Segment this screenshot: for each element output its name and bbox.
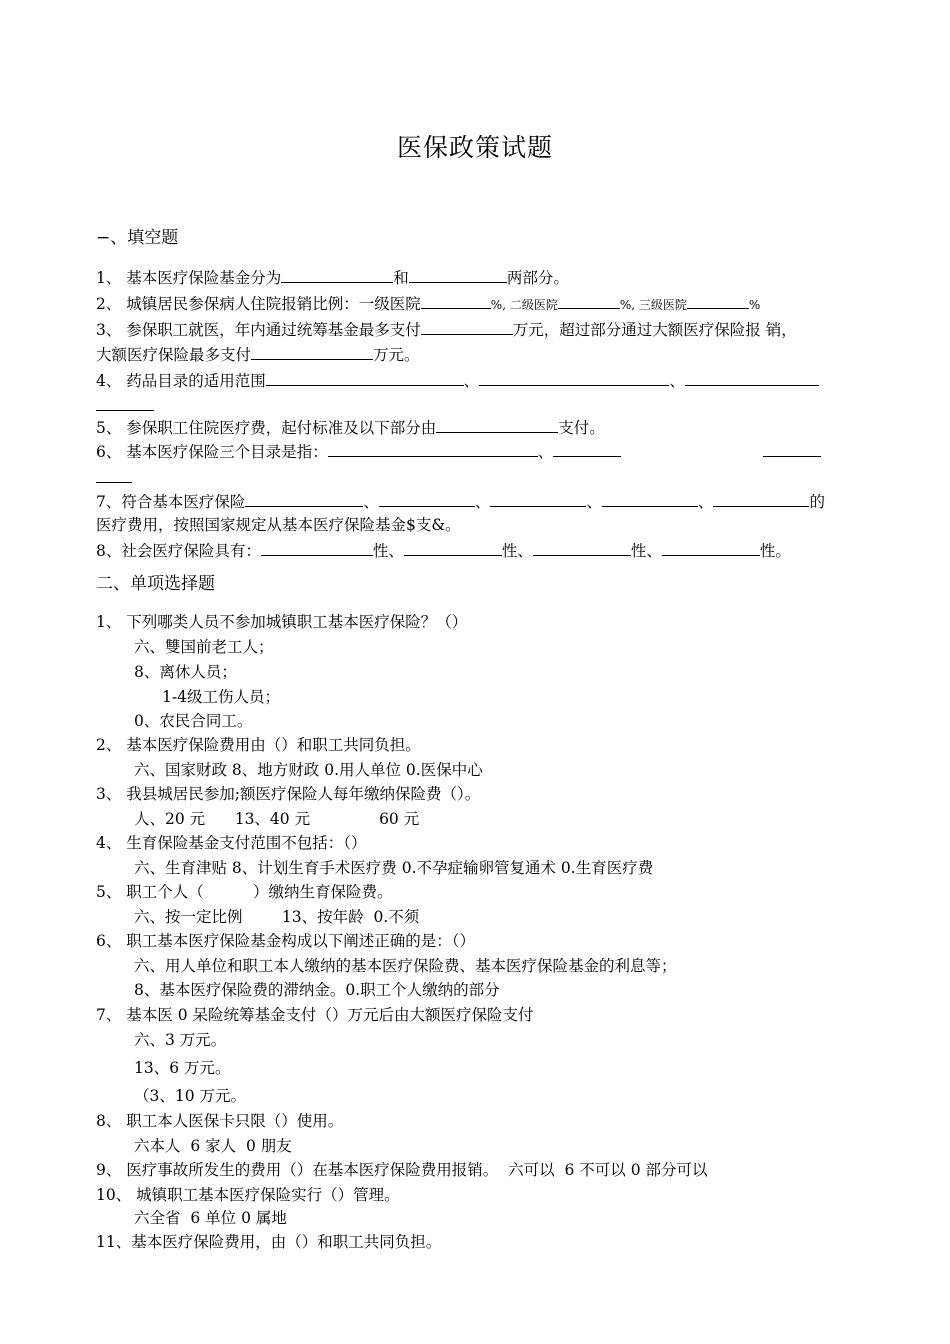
question-8: 8、社会医疗保险具有： 性、 性、 性、 性。 <box>96 539 791 561</box>
question-5: 5、 参保职工住院医疗费，起付标准及以下部分由 支付。 <box>96 416 605 438</box>
answer-blank <box>763 440 821 457</box>
choice-option: 六、用人单位和职工本人缴纳的基本医疗保险费、基本医疗保险基金的利息等； <box>134 957 677 975</box>
choice-option: 0、农民合同工。 <box>134 712 253 730</box>
question-3: 3、 参保职工就医，年内通过统筹基金最多支付 万元，超过部分通过大额医疗保险报 销， <box>96 318 797 340</box>
choice-question: 9、 医疗事故所发生的费用（）在基本医疗保险费用报销。 六可以 6 不可以 0 部分可以 <box>96 1161 708 1179</box>
choice-option: 8、离休人员； <box>134 663 237 681</box>
choice-question: 1、 下列哪类人员不参加城镇职工基本医疗保险？（） <box>96 613 468 631</box>
choice-question: 6、 职工基本医疗保险基金构成以下阐述正确的是：（） <box>96 932 476 950</box>
answer-blank <box>436 416 558 433</box>
answer-blank <box>96 466 132 483</box>
answer-blank <box>261 539 373 556</box>
choice-options: 六本人 6 家人 0 朋友 <box>134 1137 292 1155</box>
answer-blank <box>245 490 363 507</box>
answer-blank <box>558 292 620 309</box>
choice-option: 13、6 万元。 <box>134 1059 231 1077</box>
answer-blank <box>602 490 698 507</box>
choice-question: 11、基本医疗保险费用，由（）和职工共同负担。 <box>96 1233 442 1251</box>
answer-blank <box>421 318 513 335</box>
answer-blank <box>687 292 749 309</box>
choice-options: 六、国家财政 8、地方财政 0.用人单位 0.医保中心 <box>134 761 483 779</box>
choice-question: 2、 基本医疗保险费用由（）和职工共同负担。 <box>96 736 421 754</box>
question-4-line-2 <box>96 394 154 416</box>
answer-blank <box>713 490 809 507</box>
choice-options: 六、生育津贴 8、计划生育手术医疗费 0.不孕症输卵管复通术 0.生育医疗费 <box>134 859 654 877</box>
answer-blank <box>662 539 760 556</box>
answer-blank <box>281 266 393 283</box>
answer-blank <box>404 539 502 556</box>
choice-options: 六、按一定比例 13、按年龄 0.不须 <box>134 908 420 926</box>
choice-options: 人、20 元 13、40 元 60 元 <box>134 810 420 828</box>
answer-blank <box>266 369 464 386</box>
answer-blank <box>553 440 621 457</box>
question-4: 4、 药品目录的适用范围 、 、 <box>96 369 819 391</box>
choice-option: 1-4级工伤人员； <box>162 688 280 706</box>
answer-blank <box>409 266 507 283</box>
answer-blank <box>533 539 631 556</box>
choice-question: 3、 我县城居民参加;额医疗保险人每年缴纳保险费（）。 <box>96 785 481 803</box>
page-title: 医保政策试题 <box>396 133 553 162</box>
answer-blank <box>490 490 586 507</box>
question-1: 1、 基本医疗保险基金分为 和 两部分。 <box>96 266 569 288</box>
choice-options: 六全省 6 单位 0 属地 <box>134 1209 287 1227</box>
question-2: 2、 城镇居民参保病人住院报销比例：一级医院 %, 二级医院 %, 三级医院 % <box>96 292 760 315</box>
section-heading-fill-blank: −、填空题 <box>96 228 179 248</box>
question-3-line-2: 大额医疗保险最多支付 万元。 <box>96 343 420 365</box>
choice-question: 8、 职工本人医保卡只限（）使用。 <box>96 1112 344 1130</box>
question-6: 6、 基本医疗保险三个目录是指： 、 <box>96 440 821 462</box>
question-7-line-2: 医疗费用，按照国家规定从基本医疗保险基金$支&。 <box>96 516 461 534</box>
choice-options: 8、基本医疗保险费的滞纳金。0.职工个人缴纳的部分 <box>134 981 500 999</box>
choice-question: 7、 基本医 0 呆险统筹基金支付（）万元后由大额医疗保险支付 <box>96 1006 534 1024</box>
answer-blank <box>479 369 669 386</box>
choice-question: 5、 职工个人（ ）缴纳生育保险费。 <box>96 883 393 901</box>
question-6-line-2 <box>96 466 132 488</box>
answer-blank <box>379 490 475 507</box>
answer-blank <box>685 369 819 386</box>
question-7: 7、符合基本医疗保险 、 、 、 、 的 <box>96 490 825 512</box>
choice-question: 10、 城镇职工基本医疗保险实行（）管理。 <box>96 1186 400 1204</box>
answer-blank <box>96 394 154 411</box>
section-heading-single-choice: 二、单项选择题 <box>96 574 215 594</box>
answer-blank <box>421 292 491 309</box>
choice-option: 六、雙国前老工人； <box>134 638 274 656</box>
choice-option: （3、10 万元。 <box>134 1087 247 1105</box>
answer-blank <box>251 343 373 360</box>
choice-option: 六、3 万元。 <box>134 1031 227 1049</box>
answer-blank <box>328 440 538 457</box>
choice-question: 4、 生育保险基金支付范围不包括：（） <box>96 834 367 852</box>
